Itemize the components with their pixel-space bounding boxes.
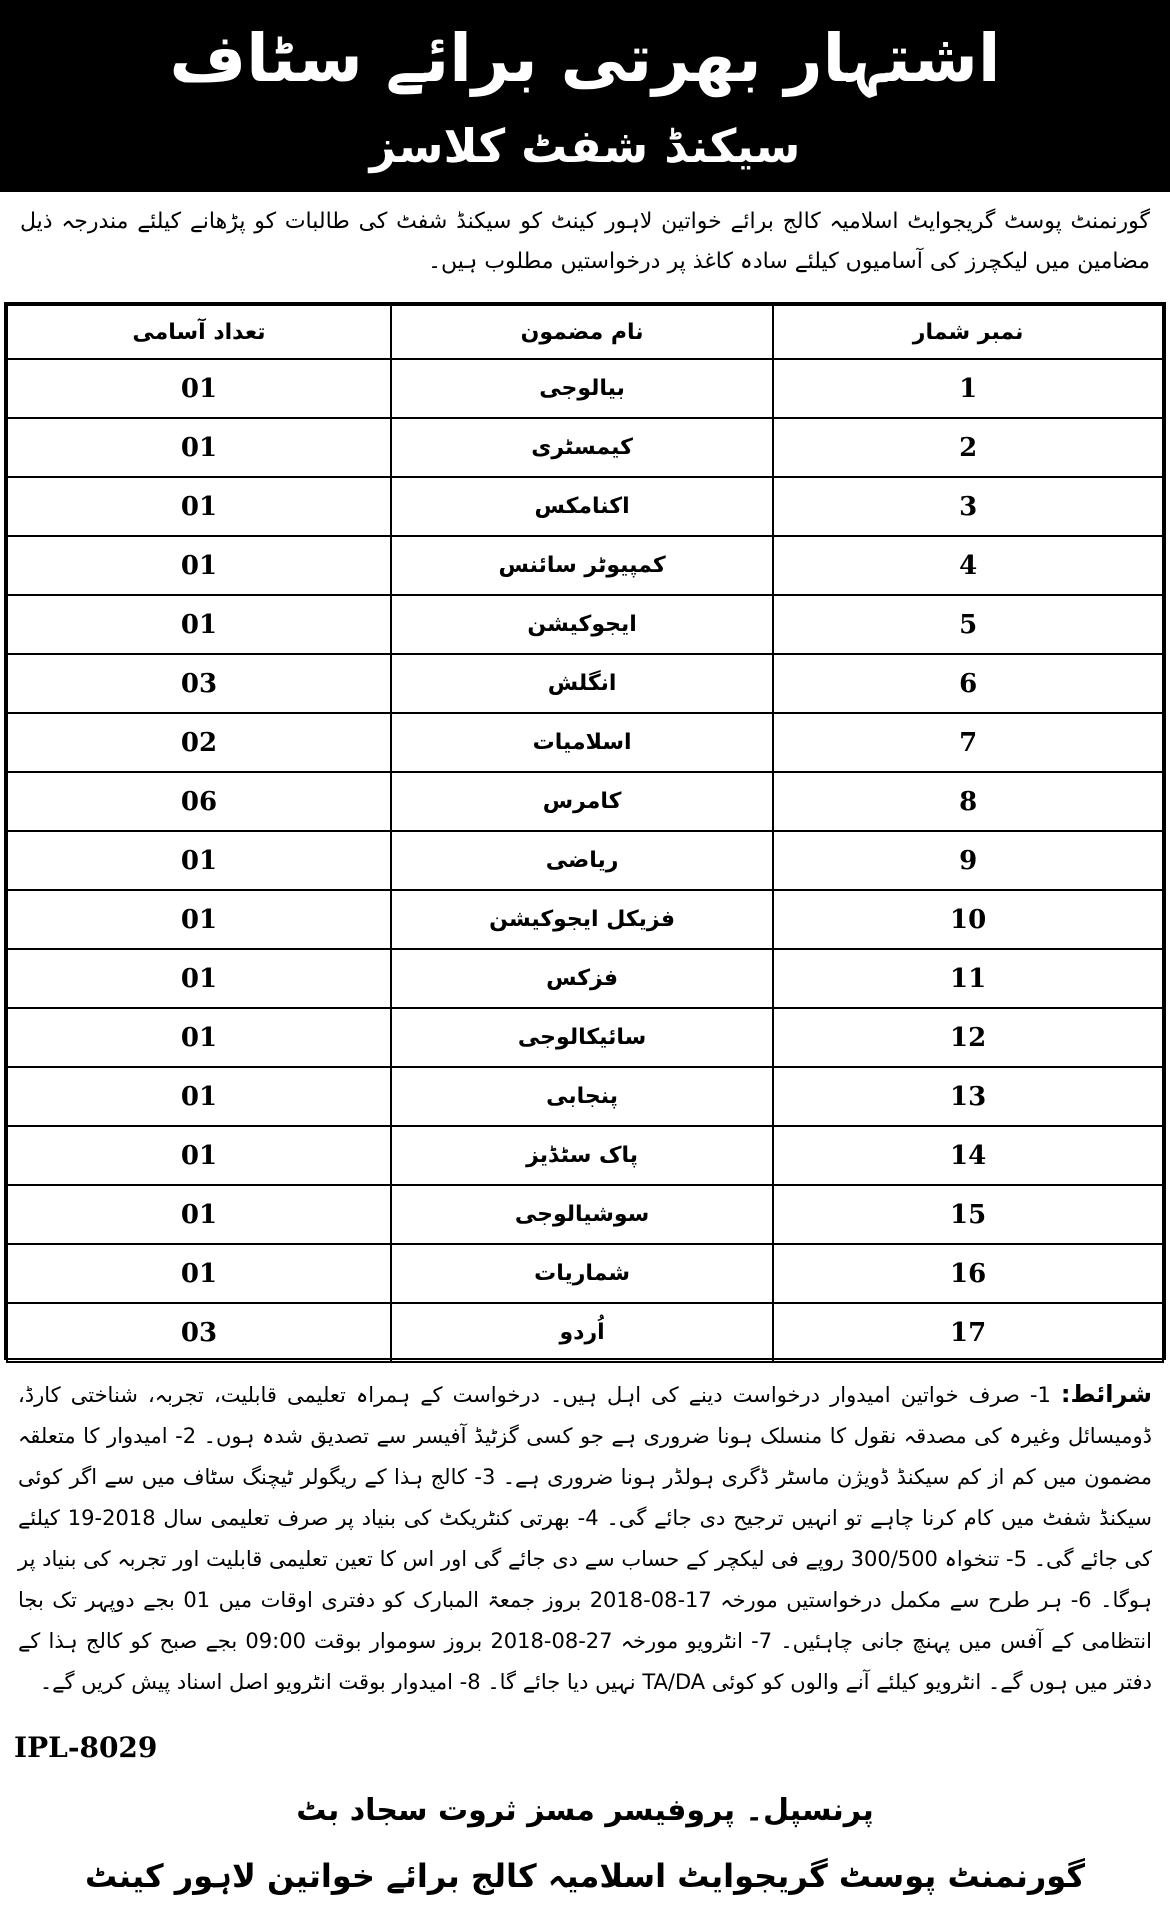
- header-count: تعداد آسامی: [7, 305, 391, 359]
- ad-header: [0, 0, 1170, 192]
- conditions-section: [8, 1370, 1162, 1782]
- row-count: 03: [7, 1303, 391, 1362]
- table-row: [7, 595, 1163, 654]
- row-subject: فزیکل ایجوکیشن: [391, 890, 773, 949]
- row-subject: اسلامیات: [391, 713, 773, 772]
- table-row: [7, 359, 1163, 418]
- row-subject: بیالوجی: [391, 359, 773, 418]
- table-row: [7, 890, 1163, 949]
- row-subject: ریاضی: [391, 831, 773, 890]
- row-subject: انگلش: [391, 654, 773, 713]
- ad-subtitle: سیکنڈ شفٹ کلاسز: [369, 119, 801, 173]
- row-number: 17: [773, 1303, 1163, 1362]
- row-number: 13: [773, 1067, 1163, 1126]
- row-subject: اکنامکس: [391, 477, 773, 536]
- table-row: [7, 772, 1163, 831]
- table-row: [7, 713, 1163, 772]
- college-name: گورنمنٹ پوسٹ گریجوایٹ اسلامیہ کالج برائے خواتین لاہور کینٹ: [85, 1857, 1085, 1895]
- row-number: 16: [773, 1244, 1163, 1303]
- row-count: 01: [7, 536, 391, 595]
- row-number: 4: [773, 536, 1163, 595]
- table-row: [7, 536, 1163, 595]
- table-row: [7, 1008, 1163, 1067]
- row-count: 01: [7, 949, 391, 1008]
- table-row: [7, 831, 1163, 890]
- table-row: [7, 477, 1163, 536]
- row-count: 01: [7, 595, 391, 654]
- table-row: [7, 654, 1163, 713]
- posts-table: [4, 302, 1166, 1360]
- row-subject: کیمسٹری: [391, 418, 773, 477]
- row-subject: کامرس: [391, 772, 773, 831]
- row-number: 14: [773, 1126, 1163, 1185]
- row-number: 9: [773, 831, 1163, 890]
- row-count: 01: [7, 477, 391, 536]
- row-count: 01: [7, 1126, 391, 1185]
- table-row: [7, 1303, 1163, 1362]
- table-row: [7, 1067, 1163, 1126]
- intro-paragraph: گورنمنٹ پوسٹ گریجوایٹ اسلامیہ کالج برائے خواتین لاہور کینٹ کو سیکنڈ شفٹ کی طالبات کو پڑھانے کیلئے مندرجہ ذیل مضامین میں لیکچرز کی آسامیوں کیلئے سادہ کاغذ پر درخواستیں مطلوب ہیں۔: [20, 209, 1150, 274]
- ipl-number: IPL-8029: [14, 1731, 158, 1764]
- row-number: 1: [773, 359, 1163, 418]
- row-count: 06: [7, 772, 391, 831]
- row-number: 12: [773, 1008, 1163, 1067]
- row-count: 01: [7, 359, 391, 418]
- row-subject: سائیکالوجی: [391, 1008, 773, 1067]
- row-number: 7: [773, 713, 1163, 772]
- table-row: [7, 1185, 1163, 1244]
- header-subject: نام مضمون: [391, 305, 773, 359]
- row-number: 2: [773, 418, 1163, 477]
- ad-title: اشتہار بھرتی برائے سٹاف: [169, 20, 1001, 97]
- row-number: 3: [773, 477, 1163, 536]
- row-count: 01: [7, 890, 391, 949]
- row-number: 8: [773, 772, 1163, 831]
- row-count: 01: [7, 1008, 391, 1067]
- table-row: [7, 1244, 1163, 1303]
- table-row: [7, 949, 1163, 1008]
- table-row: [7, 418, 1163, 477]
- row-subject: شماریات: [391, 1244, 773, 1303]
- row-count: 01: [7, 418, 391, 477]
- header-number: نمبر شمار: [773, 305, 1163, 359]
- table-header-row: [7, 305, 1163, 359]
- conditions-label: شرائط:: [1060, 1380, 1152, 1408]
- row-subject: فزکس: [391, 949, 773, 1008]
- row-number: 10: [773, 890, 1163, 949]
- signature-block: [0, 1786, 1170, 1906]
- row-count: 01: [7, 1067, 391, 1126]
- row-subject: پاک سٹڈیز: [391, 1126, 773, 1185]
- row-count: 01: [7, 1244, 391, 1303]
- table-row: [7, 1126, 1163, 1185]
- row-subject: ایجوکیشن: [391, 595, 773, 654]
- principal-name: پرنسپل۔ پروفیسر مسز ثروت سجاد بٹ: [296, 1793, 874, 1828]
- row-number: 6: [773, 654, 1163, 713]
- row-number: 11: [773, 949, 1163, 1008]
- row-subject: کمپیوٹر سائنس: [391, 536, 773, 595]
- row-subject: پنجابی: [391, 1067, 773, 1126]
- row-count: 03: [7, 654, 391, 713]
- row-number: 15: [773, 1185, 1163, 1244]
- row-count: 01: [7, 831, 391, 890]
- row-count: 01: [7, 1185, 391, 1244]
- row-subject: اُردو: [391, 1303, 773, 1362]
- conditions-text: 1- صرف خواتین امیدوار درخواست دینے کی اہل ہیں۔ درخواست کے ہمراہ تعلیمی قابلیت، تجربہ، شناختی کارڈ، ڈومیسائل وغیرہ کی مصدقہ نقول کا منسلک ہونا ضروری ہے جو کسی گزٹیڈ آفیسر سے تصدیق شدہ ہوں۔ 2- امیدوار کا متعلقہ مضمون میں کم از کم سیکنڈ ڈویژن ماسٹر ڈگری ہولڈر ہونا ضروری ہے۔ 3- کالج ہذا کے ریگولر ٹیچنگ سٹاف میں سے اگر کوئی سیکنڈ شفٹ میں کام کرنا چاہے تو انہیں ترجیح دی جائے گی۔ 4- بھرتی کنٹریکٹ کی بنیاد پر صرف تعلیمی سال 2018-19 کیلئے کی جائے گی۔ 5- تنخواہ 300/500 روپے فی لیکچر کے حساب سے دی جائے گی اور اس کا تعین تعلیمی قابلیت اور تجربہ کی بنیاد پر ہوگا۔ 6- ہر طرح سے مکمل درخواستیں مورخہ 17-08-2018 بروز جمعۃ المبارک کو دفتری اوقات میں 01 بجے دوپہر تک بجا انتظامی کے آفس میں پہنچ جانی چاہئیں۔ 7- انٹرویو مورخہ 27-08-2018 بروز سوموار بوقت 09:00 بجے صبح کو کالج ہذا کے دفتر میں ہوں گے۔ انٹرویو کیلئے آنے والوں کو کوئی TA/DA نہیں دیا جائے گا۔ 8- امیدوار بوقت انٹرویو اصل اسناد پیش کریں گے۔: [18, 1383, 1153, 1694]
- row-count: 02: [7, 713, 391, 772]
- row-subject: سوشیالوجی: [391, 1185, 773, 1244]
- row-number: 5: [773, 595, 1163, 654]
